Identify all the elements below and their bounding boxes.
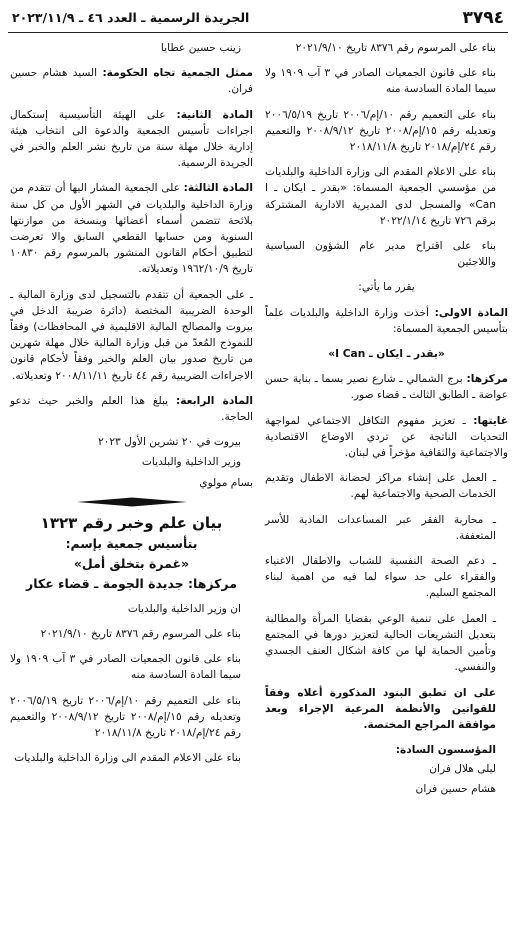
announcement-association-name: «غمرة بتخلق أمل» — [73, 555, 190, 571]
preamble-item: بناء على قانون الجمعيات الصادر في ٣ آب ١٩٠٩ ولا سيما المادة السادسة منه — [10, 653, 241, 682]
section-divider — [10, 497, 253, 507]
article-1-text: أخذت وزارة الداخلية والبلديات علماً بتأسيس الجمعية المسماة: — [265, 306, 508, 335]
goals-label: غايتها: — [473, 414, 508, 427]
article-2 — [10, 107, 253, 172]
article-1-label: المادة الاولى: — [434, 306, 508, 319]
article-2-label: المادة الثانية: — [176, 108, 253, 121]
founder-name: ليلى هلال فران — [429, 763, 496, 776]
preamble-item: بناء على قانون الجمعيات الصادر في ٣ آب ١٩٠٩ ولا سيما المادة السادسة منه — [265, 67, 496, 96]
announcement-title: بيان علم وخبر رقم ١٣٢٣ — [40, 513, 223, 532]
article-3-text: على الجمعية المشار اليها أن تتقدم من وزارة الداخلية والبلديات في الشهر الأول من كل سنة بلائحة تتضمن أسماء أعضائها وبنسخة من موازنتها السنوية ومن حسابها القطعي السابق والا تعرضت لتطبيق أحكام القانون المنشور بالمرسوم رقم ١٠٨٣٠ تاريخ ١٩٦٢/١٠/٩ وتعديلاته. — [10, 182, 253, 276]
article-2-text: على الهيئة التأسيسية إستكمال اجراءات تأسيس الجمعية والدعوة الى انتخاب هيئة إدارية خلال مهلة سنة من تاريخ نشر العلم والخبر في الجريدة الرسمية. — [10, 108, 253, 170]
article-4-label: المادة الرابعة: — [175, 394, 253, 407]
page-number: ٣٧٩٤ — [462, 8, 504, 28]
representative-label: ممثل الجمعية تجاه الحكومة: — [102, 67, 253, 80]
header-rule — [8, 32, 508, 33]
preamble-item: بناء على التعميم رقم ١٠/إم/٢٠٠٦ تاريخ ٢٠٠٦/٥/١٩ وتعديله رقم ١٥/إم/٢٠٠٨ تاريخ ٢٠٠٨/٩/١٢ والتعميم رقم ٢٤/إم/٢٠١٨ تاريخ ٢٠١٨/١١/٨ — [265, 108, 496, 154]
headquarters — [265, 371, 508, 403]
announcement-issuer: ان وزير الداخلية والبلديات — [127, 602, 241, 615]
representative-text: السيد هشام حسين فران. — [10, 67, 253, 96]
goal-item: ـ العمل على تنمية الوعي بقضايا المرأة والمطالبة بتعديل التشريعات الحالية لتعزيز دورها في المجتمع وتأمين الحماية لها من كافة اشكال العنف الجسدي والنفسي. — [265, 612, 496, 674]
preamble-item: بناء على المرسوم رقم ٨٣٧٦ تاريخ ٢٠٢١/٩/١٠ — [295, 42, 496, 54]
page-header — [8, 6, 508, 28]
announcement-subtitle: بتأسيس جمعية بإسم: — [65, 535, 198, 551]
preamble-item: بناء على التعميم رقم ١٠/إم/٢٠٠٦ تاريخ ٢٠٠٦/٥/١٩ وتعديله رقم ١٥/إم/٢٠٠٨ تاريخ ٢٠٠٨/٩/١٢ والتعميم رقم ٢٤/إم/٢٠١٨ تاريخ ٢٠١٨/١١/٨ — [10, 694, 241, 740]
founder-name: زينب حسين عطايا — [160, 42, 241, 54]
signature-date: بيروت في ٢٠ تشرين الأول ٢٠٢٣ — [97, 436, 241, 449]
minister-name: بسام مولوي — [199, 476, 253, 489]
article-4-text: يبلغ هذا العلم والخبر حيث تدعو الحاجة. — [10, 394, 253, 424]
headquarters-text: برج الشمالي ـ شارع نصير بسما ـ بناية حسن عواضة ـ الطابق الثالث ـ قضاء صور. — [265, 373, 508, 402]
preamble-item: بناء على الاعلام المقدم الى وزارة الداخلية والبلديات من مؤسسي الجمعية المسماة: «بقدر ـ ايكان ـ I Can» والمسجل لدى المديرية الادارية المشتركة برقم ٧٢٦ تاريخ ٢٠٢٢/١/١٤ — [265, 166, 496, 227]
preamble-item: بناء على الاعلام المقدم الى وزارة الداخلية والبلديات — [14, 752, 241, 765]
article-1 — [265, 305, 508, 337]
goal-item: ـ العمل على إنشاء مراكز لحضانة الاطفال وتقديم الخدمات الصحية والاجتماعية لهم. — [265, 472, 496, 501]
article-3 — [10, 180, 253, 277]
goal-item: ـ محاربة الفقر عبر المساعدات المادية للأسر المتعففة. — [265, 513, 496, 542]
right-column — [265, 40, 508, 806]
goal-item: ـ دعم الصحة النفسية للشباب والاطفال الاغنياء والفقراء على حد سواء لما فيه من اهمية لبناء المجتمع السليم. — [265, 555, 496, 600]
founder-name: هشام حسين فران — [415, 782, 496, 795]
issue-line: الجريدة الرسمية ـ العدد ٤٦ ـ ٢٠٢٣/١١/٩ — [12, 10, 250, 25]
tax-registration-clause: ـ على الجمعية أن تتقدم بالتسجيل لدى وزارة المالية ـ الوحدة الضريبية المختصة (دائرة ضريبة الدخل في بيروت والمصالح المالية الاقليمية في المحافظات) وفقاً للنموذج المُعدّ من قبل وزارة المالية خلال مهلة شهرين من تاريخ صدور بيان العلم والخبر وفقاً لأحكام قانون الاجراءات الضريبية رقم ٤٤ تاريخ ٢٠٠٨/١١/١١ وتعديلاته. — [10, 288, 253, 382]
minister-title: وزير الداخلية والبلديات — [141, 456, 241, 469]
article-3-label: المادة الثالثة: — [183, 182, 253, 195]
left-column — [10, 40, 253, 776]
headquarters-label: مركزها: — [466, 373, 508, 386]
goal-item: ـ تعزيز مفهوم التكافل الاجتماعي لمواجهة التحديات الناتجة عن تردي الاوضاع الاقتصادية والاجتماعية والثقافية مؤخراً في لبنان. — [265, 414, 508, 460]
founders-label: المؤسسون السادة: — [395, 744, 496, 757]
goals — [265, 413, 508, 462]
divider-ornament — [77, 497, 187, 507]
government-representative — [10, 65, 253, 97]
association-name: «بقدر ـ ايكان ـ I Can» — [328, 348, 445, 361]
compliance-clause: على ان تطبق البنود المذكورة أعلاه وفقاً للقوانين والأنظمة المرعية الإجراء وبعد موافقة المراجع المختصة. — [265, 686, 496, 731]
preamble-item: بناء على اقتراح مدير عام الشؤون السياسية واللاجئين — [265, 240, 496, 269]
announcement-headquarters: مركزها: جديدة الجومة ـ قضاء عكار — [26, 575, 237, 591]
article-4 — [10, 393, 253, 425]
decision-heading: يقرر ما يأتي: — [358, 281, 415, 294]
preamble-item: بناء على المرسوم رقم ٨٣٧٦ تاريخ ٢٠٢١/٩/١٠ — [40, 628, 241, 641]
